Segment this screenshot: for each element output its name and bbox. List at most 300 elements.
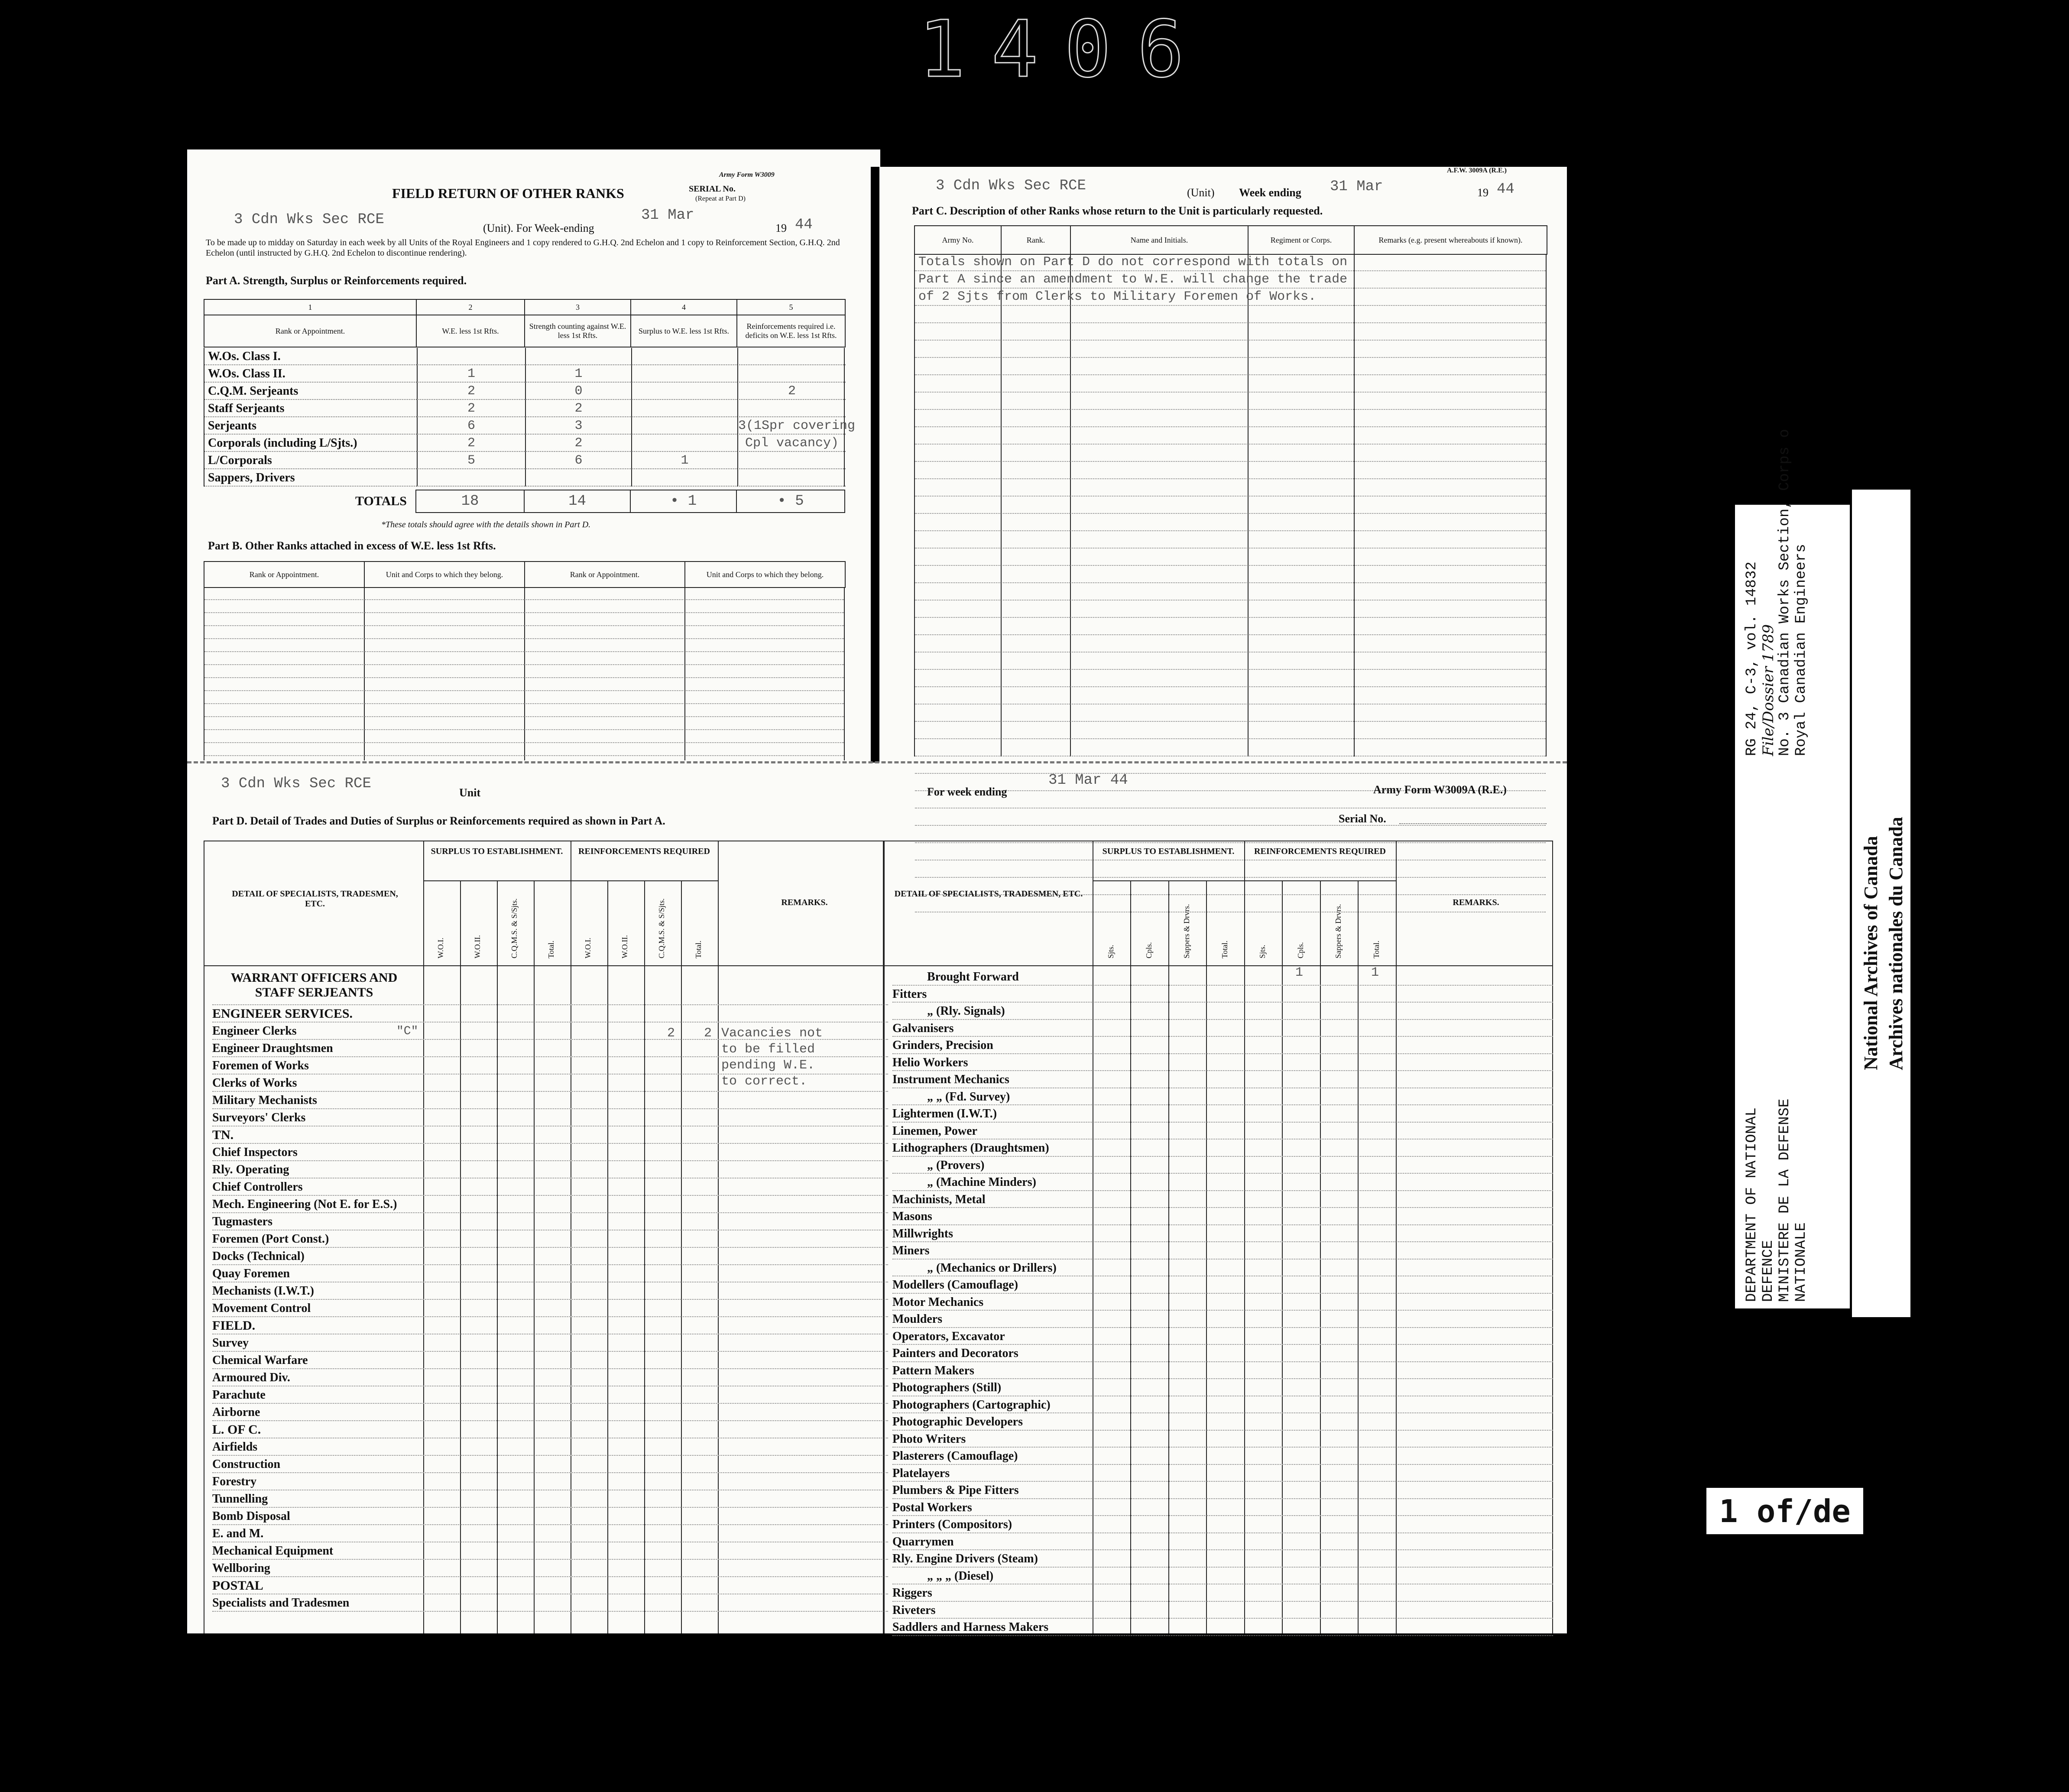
week-ending-typed: 31 Mar bbox=[641, 207, 694, 224]
part-c-typed-line-1: Totals shown on Part D do not correspond with totals on bbox=[918, 255, 1348, 269]
part-a-cell-surplus bbox=[631, 348, 737, 365]
brought-forward-total: 1 bbox=[1371, 965, 1379, 980]
part-a-cell-surplus bbox=[631, 365, 737, 383]
part-d-left-label: L. OF C. bbox=[212, 1422, 261, 1437]
part-d-right-row bbox=[892, 1448, 1553, 1465]
part-b-line bbox=[204, 729, 844, 730]
part-c-line bbox=[915, 496, 1546, 497]
part-d-right-label: „ (Mechanics or Drillers) bbox=[927, 1261, 1057, 1275]
part-a-cell-we: 2 bbox=[417, 400, 525, 417]
part-d-right-row bbox=[892, 1602, 1553, 1619]
serial-no-label: SERIAL No. bbox=[689, 184, 736, 194]
part-d-right-label: „ (Provers) bbox=[927, 1158, 985, 1172]
part-d-right-row bbox=[892, 1499, 1553, 1516]
part-d-left-label: Survey bbox=[212, 1336, 249, 1350]
part-c-week-typed: 31 Mar bbox=[1330, 179, 1383, 195]
left-reinf-header: REINFORCEMENTS REQUIRED bbox=[578, 847, 710, 856]
right-reinf-header: REINFORCEMENTS REQUIRED bbox=[1254, 847, 1386, 856]
part-d-left-row bbox=[212, 1490, 888, 1508]
form-title: FIELD RETURN OF OTHER RANKS bbox=[392, 185, 624, 201]
part-d-right-row bbox=[892, 1550, 1553, 1568]
archive-ref-line-2: File/Dossier 1789 bbox=[1760, 624, 1777, 756]
part-d-left-label: FIELD. bbox=[212, 1318, 256, 1333]
header-we: W.E. less 1st Rfts. bbox=[416, 315, 525, 347]
part-d-right-row bbox=[892, 1584, 1553, 1602]
part-d-right-row bbox=[892, 1379, 1553, 1396]
part-d-left-label: WARRANT OFFICERS AND STAFF SERJEANTS bbox=[230, 971, 398, 1000]
national-archives-card bbox=[1852, 490, 1910, 1317]
brought-forward-cpls: 1 bbox=[1295, 965, 1304, 980]
part-a-cell-surplus bbox=[631, 469, 737, 487]
part-d-left-row bbox=[212, 1560, 888, 1577]
part-b-line bbox=[204, 664, 844, 665]
col-num-1: 1 bbox=[204, 299, 416, 315]
part-d-right-row bbox=[892, 1465, 1553, 1482]
part-a-cell-we: 2 bbox=[417, 435, 525, 452]
year-printed: 19 bbox=[775, 222, 787, 234]
part-a-cell-reinf bbox=[737, 348, 846, 365]
part-b-header-unit-2: Unit and Corps to which they belong. bbox=[685, 562, 845, 588]
part-c-line bbox=[915, 530, 1546, 531]
part-d-left-label: Docks (Technical) bbox=[212, 1250, 305, 1263]
part-c-line bbox=[915, 548, 1546, 549]
serial-no-note: (Repeat at Part D) bbox=[695, 195, 746, 202]
part-d-left-label: Airborne bbox=[212, 1406, 260, 1419]
part-d-right-label: Lithographers (Draughtsmen) bbox=[892, 1141, 1049, 1155]
part-c-line bbox=[915, 374, 1546, 375]
part-a-row bbox=[204, 469, 845, 487]
part-d-left-label: Mechanists (I.W.T.) bbox=[212, 1284, 314, 1298]
part-d-right-label: Masons bbox=[892, 1210, 932, 1223]
left-reinf-total: Total. bbox=[694, 940, 703, 958]
right-remarks-header: REMARKS. bbox=[1453, 898, 1499, 907]
part-d-right-row bbox=[892, 1088, 1553, 1106]
part-d-left-row bbox=[212, 1352, 888, 1369]
part-d-right-label: Saddlers and Harness Makers bbox=[892, 1620, 1049, 1634]
part-d-right-label: „ (Machine Minders) bbox=[927, 1175, 1036, 1189]
part-d-right-label: Miners bbox=[892, 1244, 930, 1257]
rank-label: Serjeants bbox=[204, 417, 417, 435]
unit-typed: 3 Cdn Wks Sec RCE bbox=[234, 211, 384, 228]
part-d-right-row bbox=[892, 1208, 1553, 1225]
part-a-cell-strength: 1 bbox=[525, 365, 631, 383]
part-d-left-label: Quay Foremen bbox=[212, 1267, 290, 1280]
part-d-right-row bbox=[892, 1191, 1553, 1208]
part-d-right-row bbox=[892, 1396, 1553, 1414]
archive-dept-line-3: MINISTERE DE LA DEFENSE bbox=[1777, 1098, 1793, 1302]
part-d-right-label: Helio Workers bbox=[892, 1055, 968, 1069]
part-b-line bbox=[204, 638, 844, 639]
part-b-body bbox=[204, 587, 845, 760]
engineer-clerks-total: 2 bbox=[704, 1026, 712, 1041]
part-d-right-label: Instrument Mechanics bbox=[892, 1073, 1009, 1086]
part-d-unit-typed: 3 Cdn Wks Sec RCE bbox=[221, 776, 371, 792]
part-c-year-printed: 19 bbox=[1477, 186, 1489, 199]
part-a-cell-we bbox=[417, 348, 525, 365]
part-c-form-ref: A.F.W. 3009A (R.E.) bbox=[1447, 167, 1507, 174]
part-d-right-label: Platelayers bbox=[892, 1466, 950, 1480]
part-d-left-row bbox=[212, 1161, 888, 1178]
part-d-left-row bbox=[212, 1265, 888, 1282]
part-d-right-label: Postal Workers bbox=[892, 1500, 972, 1514]
part-d-left-row bbox=[212, 1317, 888, 1334]
left-surplus-cqms: C.Q.M.S. & S/Sjts. bbox=[510, 898, 519, 958]
part-d-right-label: Moulders bbox=[892, 1312, 943, 1326]
right-surplus-header: SURPLUS TO ESTABLISHMENT. bbox=[1102, 847, 1235, 856]
part-d-left-label: ENGINEER SERVICES. bbox=[212, 1006, 353, 1021]
left-remarks-header: REMARKS. bbox=[781, 898, 828, 907]
part-c-body bbox=[914, 254, 1547, 756]
part-c-unit-label: (Unit) bbox=[1187, 186, 1215, 199]
left-reinf-woii: W.O.II. bbox=[620, 935, 629, 958]
col-num-5: 5 bbox=[737, 299, 845, 315]
part-d-right-label: Riggers bbox=[892, 1586, 932, 1600]
part-d-right-row bbox=[892, 1037, 1553, 1054]
part-d-right-label: Photographic Developers bbox=[892, 1415, 1023, 1428]
part-d-right-row bbox=[892, 1311, 1553, 1328]
header-surplus: Surplus to W.E. less 1st Rfts. bbox=[631, 315, 737, 347]
part-a-cell-reinf: 3(1Spr covering bbox=[737, 417, 846, 435]
part-a-cell-reinf: Cpl vacancy) bbox=[737, 435, 846, 452]
part-b-header-unit-1: Unit and Corps to which they belong. bbox=[364, 562, 525, 588]
part-b-line bbox=[204, 703, 844, 704]
part-d-right-row bbox=[892, 1071, 1553, 1088]
right-surplus-total: Total. bbox=[1220, 940, 1229, 958]
sheet-tear-gap bbox=[871, 167, 879, 763]
part-d-left-label: Bomb Disposal bbox=[212, 1510, 290, 1523]
part-c-line bbox=[915, 426, 1546, 427]
total-reinforcements: • 5 bbox=[736, 490, 845, 513]
part-d-right-label: Lightermen (I.W.T.) bbox=[892, 1107, 997, 1120]
part-d-right-row bbox=[892, 1105, 1553, 1123]
page-marker: 1 of/de bbox=[1719, 1493, 1851, 1529]
part-d-left-header bbox=[204, 841, 884, 966]
col-num-2: 2 bbox=[416, 299, 525, 315]
part-d-right-label: „ „ (Fd. Survey) bbox=[927, 1090, 1010, 1104]
part-d-left-row bbox=[212, 1508, 888, 1525]
part-b-line bbox=[204, 612, 844, 613]
left-surplus-woi: W.O.I. bbox=[436, 938, 445, 958]
part-c-line bbox=[915, 634, 1546, 635]
part-d-left-row bbox=[212, 1300, 888, 1317]
part-c-line bbox=[915, 288, 1546, 289]
part-d-right-label: Photographers (Still) bbox=[892, 1381, 1002, 1394]
part-d-right-row bbox=[892, 968, 1553, 986]
part-d-left-label: Parachute bbox=[212, 1388, 266, 1402]
left-surplus-header: SURPLUS TO ESTABLISHMENT. bbox=[431, 847, 563, 856]
part-a-row bbox=[204, 400, 845, 417]
part-c-table bbox=[914, 225, 1547, 255]
rank-label: Staff Serjeants bbox=[204, 400, 417, 417]
part-c-line bbox=[915, 565, 1546, 566]
right-surplus-sappers: Sappers & Drvrs. bbox=[1182, 904, 1191, 958]
rank-label: Sappers, Drivers bbox=[204, 469, 417, 487]
part-d-left-label: Chief Inspectors bbox=[212, 1146, 298, 1159]
part-d-serial-label: Serial No. bbox=[1339, 812, 1386, 825]
part-d-right-row bbox=[892, 1054, 1553, 1071]
right-detail-header: DETAIL OF SPECIALISTS, TRADESMEN, ETC. bbox=[894, 889, 1083, 899]
right-reinf-total: Total. bbox=[1372, 940, 1381, 958]
part-a-cell-reinf bbox=[737, 452, 846, 469]
part-c-line bbox=[915, 322, 1546, 323]
part-d-right-label: Plumbers & Pipe Fitters bbox=[892, 1484, 1019, 1497]
part-d-left-row bbox=[212, 1542, 888, 1560]
part-d-left-label: E. and M. bbox=[212, 1527, 264, 1540]
part-d-left-rows bbox=[212, 971, 671, 1612]
part-d-right-row bbox=[892, 1619, 1553, 1636]
part-d-left-row bbox=[212, 1178, 888, 1196]
total-we: 18 bbox=[416, 490, 524, 513]
part-d-left-label: Chief Controllers bbox=[212, 1180, 303, 1194]
totals-note: *These totals should agree with the details shown in Part D. bbox=[381, 520, 591, 529]
part-d-left-row bbox=[212, 1282, 888, 1300]
part-a-cell-we: 5 bbox=[417, 452, 525, 469]
rank-label: W.Os. Class I. bbox=[204, 348, 417, 365]
part-d-right-row bbox=[892, 1157, 1553, 1174]
part-d-right-rows bbox=[892, 968, 1096, 1636]
part-a-row bbox=[204, 383, 845, 400]
instructions-text: To be made up to midday on Saturday in each week by all Units of the Royal Engineers and 1 copy rendered to G.H.Q. 2nd Echelon and 1 copy to Reinforcement Section, G.H.Q. 2nd Echelon (until instructed by G.H.Q. 2nd Echelon to discontinue rendering). bbox=[206, 238, 840, 258]
part-d-left-label: POSTAL bbox=[212, 1578, 263, 1593]
archive-ref-line-1: RG 24, C-3, vol. 14832 bbox=[1744, 562, 1760, 756]
part-d-left-label: Foremen (Port Const.) bbox=[212, 1232, 329, 1246]
part-c-line bbox=[915, 305, 1546, 306]
part-d-title: Part D. Detail of Trades and Duties of Surplus or Reinforcements required as shown in Part A. bbox=[212, 815, 665, 827]
part-d-right-label: „ (Rly. Signals) bbox=[927, 1004, 1005, 1018]
part-a-totals bbox=[204, 490, 845, 513]
total-strength: 14 bbox=[524, 490, 630, 513]
archive-ref-lines bbox=[1744, 429, 1810, 756]
part-d-left-label: Construction bbox=[212, 1458, 281, 1471]
part-c-line bbox=[915, 669, 1546, 670]
part-d-right-row bbox=[892, 1260, 1553, 1277]
part-d-right-label: Rly. Engine Drivers (Steam) bbox=[892, 1552, 1038, 1565]
part-d-left-row bbox=[212, 1213, 888, 1230]
page-marker-card bbox=[1705, 1486, 1865, 1536]
part-a-cell-surplus: 1 bbox=[631, 452, 737, 469]
part-d-left-row bbox=[212, 1525, 888, 1542]
part-d-left-label: TN. bbox=[212, 1128, 234, 1142]
part-b-line bbox=[204, 599, 844, 600]
part-d-right-row bbox=[892, 1516, 1553, 1533]
archive-dept-lines bbox=[1744, 1099, 1810, 1302]
left-reinf-cqms: C.Q.M.S. & S/Sjts. bbox=[657, 898, 666, 958]
part-d-left-row bbox=[212, 1404, 888, 1421]
part-c-typed-line-3: of 2 Sjts from Clerks to Military Foremen of Works. bbox=[918, 289, 1317, 304]
col-num-4: 4 bbox=[631, 299, 737, 315]
part-c-line bbox=[915, 600, 1546, 601]
part-d-left-row bbox=[212, 1473, 888, 1490]
part-d-left-label: Mechanical Equipment bbox=[212, 1544, 334, 1558]
part-a-table bbox=[204, 299, 846, 347]
part-c-title: Part C. Description of other Ranks whose return to the Unit is particularly requested. bbox=[912, 205, 1323, 217]
army-form-label: Army Form W3009 bbox=[719, 171, 775, 179]
part-d-left-row bbox=[212, 1196, 888, 1213]
part-c-line bbox=[915, 340, 1546, 341]
part-a-cell-reinf: 2 bbox=[737, 383, 846, 400]
part-c-line bbox=[915, 773, 1546, 774]
remarks-typed-3: pending W.E. bbox=[721, 1058, 815, 1073]
part-a-rows bbox=[204, 348, 856, 487]
total-surplus: • 1 bbox=[630, 490, 736, 513]
part-b-line bbox=[204, 690, 844, 691]
part-a-cell-surplus bbox=[631, 383, 737, 400]
part-d-right-row bbox=[892, 1139, 1553, 1157]
part-d-right-label: Linemen, Power bbox=[892, 1124, 977, 1138]
part-c-line bbox=[915, 392, 1546, 393]
part-d-left-label: Rly. Operating bbox=[212, 1163, 289, 1176]
part-c-line bbox=[915, 409, 1546, 410]
part-d-left-label: Airfields bbox=[212, 1440, 258, 1454]
part-a-cell-strength: 2 bbox=[525, 435, 631, 452]
part-a-cell-surplus bbox=[631, 435, 737, 452]
part-d-right-row bbox=[892, 1225, 1553, 1243]
part-c-line bbox=[915, 478, 1546, 479]
part-d-right-row bbox=[892, 986, 1553, 1003]
archive-ref-line-3: No. 3 Canadian Works Section, Corps o bbox=[1777, 429, 1793, 756]
unit-week-label: (Unit). For Week-ending bbox=[483, 222, 594, 234]
left-surplus-woii: W.O.II. bbox=[473, 935, 482, 958]
part-d-left-label: Armoured Div. bbox=[212, 1371, 290, 1384]
part-a-cell-strength: 0 bbox=[525, 383, 631, 400]
right-reinf-sjts: Sjts. bbox=[1258, 945, 1267, 958]
part-b-title: Part B. Other Ranks attached in excess of W.E. less 1st Rfts. bbox=[208, 539, 496, 552]
remarks-typed-1: Vacancies not bbox=[721, 1026, 823, 1041]
part-c-line bbox=[915, 617, 1546, 618]
part-d-left-row bbox=[212, 1421, 888, 1438]
part-c-header-army-no: Army No. bbox=[915, 226, 1001, 254]
part-d-right-label: Machinists, Metal bbox=[892, 1192, 986, 1206]
part-a-row bbox=[204, 452, 845, 469]
part-d-right-label: Pattern Makers bbox=[892, 1363, 974, 1377]
part-d-left-label: Forestry bbox=[212, 1475, 257, 1488]
part-d-left-row bbox=[212, 1230, 888, 1248]
part-a-cell-we bbox=[417, 469, 525, 487]
part-c-line bbox=[915, 270, 1546, 271]
part-c-line bbox=[915, 721, 1546, 722]
part-a-cell-surplus bbox=[631, 417, 737, 435]
part-d-right-label: Motor Mechanics bbox=[892, 1295, 984, 1309]
part-d-right-row bbox=[892, 1174, 1553, 1191]
part-a-cell-strength: 2 bbox=[525, 400, 631, 417]
archive-dept-line-4: NATIONALE bbox=[1793, 1222, 1810, 1302]
part-d-left-label: Wellboring bbox=[212, 1562, 270, 1575]
part-d-right-header bbox=[884, 841, 1553, 966]
part-d-left-row bbox=[212, 1594, 888, 1612]
part-d-left-row bbox=[212, 1456, 888, 1473]
part-d-right-row bbox=[892, 1568, 1553, 1585]
rank-label: W.Os. Class II. bbox=[204, 365, 417, 383]
part-d-left-row bbox=[212, 1109, 888, 1126]
right-reinf-sappers: Sappers & Drvrs. bbox=[1334, 904, 1343, 958]
part-d-right-row bbox=[892, 1413, 1553, 1431]
part-a-cell-reinf bbox=[737, 400, 846, 417]
engineer-clerks-cqms: 2 bbox=[667, 1026, 675, 1041]
part-c-line bbox=[915, 513, 1546, 514]
part-d-left-row bbox=[212, 1577, 888, 1594]
part-d-left-row bbox=[212, 1144, 888, 1161]
part-d-left-row bbox=[212, 1369, 888, 1386]
part-d-left-row bbox=[212, 1126, 888, 1144]
part-a-cell-we: 2 bbox=[417, 383, 525, 400]
part-d-right-row bbox=[892, 1242, 1553, 1260]
part-d-left-label: Movement Control bbox=[212, 1302, 311, 1315]
archive-dept-line-1: DEPARTMENT OF NATIONAL bbox=[1744, 1107, 1760, 1302]
year-typed: 44 bbox=[795, 217, 813, 233]
part-c-line bbox=[915, 738, 1546, 739]
part-c-header-rank: Rank. bbox=[1001, 226, 1070, 254]
part-d-right-label: Painters and Decorators bbox=[892, 1347, 1018, 1360]
part-d-right-label: Plasterers (Camouflage) bbox=[892, 1449, 1018, 1463]
part-d-right-row bbox=[892, 1362, 1553, 1380]
part-d-left-label: Tunnelling bbox=[212, 1492, 268, 1506]
header-rank: Rank or Appointment. bbox=[204, 315, 416, 347]
part-d-right-label: Modellers (Camouflage) bbox=[892, 1278, 1018, 1292]
left-detail-header: DETAIL OF SPECIALISTS, TRADESMEN, ETC. bbox=[232, 889, 398, 909]
part-d-left-label: Mech. Engineering (Not E. for E.S.) bbox=[212, 1198, 397, 1211]
part-d-right-row bbox=[892, 1123, 1553, 1140]
part-c-header-remarks: Remarks (e.g. present whereabouts if known). bbox=[1354, 226, 1547, 254]
part-d-right-row bbox=[892, 1533, 1553, 1551]
rank-label: Corporals (including L/Sjts.) bbox=[204, 435, 417, 452]
part-b-line bbox=[204, 625, 844, 626]
part-d-left-row bbox=[212, 1386, 888, 1404]
part-c-typed-line-2: Part A since an amendment to W.E. will change the trade bbox=[918, 272, 1348, 287]
part-d-left-label: Foremen of Works bbox=[212, 1059, 309, 1072]
part-d-right-label: Grinders, Precision bbox=[892, 1039, 993, 1052]
frame-number: 1406 bbox=[918, 4, 1210, 95]
part-d-left-row bbox=[212, 1438, 888, 1456]
part-a-cell-strength bbox=[525, 469, 631, 487]
part-a-cell-we: 1 bbox=[417, 365, 525, 383]
part-d-right-label: Printers (Compositors) bbox=[892, 1518, 1012, 1531]
part-d-right-label: Operators, Excavator bbox=[892, 1329, 1005, 1343]
left-surplus-total: Total. bbox=[547, 940, 555, 958]
right-surplus-cpls: Cpls. bbox=[1145, 942, 1153, 958]
part-c-line bbox=[915, 461, 1546, 462]
part-b-line bbox=[204, 755, 844, 756]
part-d-right-row bbox=[892, 1276, 1553, 1294]
part-d-army-form: Army Form W3009A (R.E.) bbox=[1373, 783, 1507, 796]
part-d-right-label: Fitters bbox=[892, 987, 927, 1001]
part-d-left-label: Engineer Draughtsmen bbox=[212, 1042, 333, 1055]
rank-label: L/Corporals bbox=[204, 452, 417, 469]
header-strength: Strength counting against W.E. less 1st Rfts. bbox=[525, 315, 631, 347]
part-c-line bbox=[915, 686, 1546, 687]
header-reinforcements: Reinforcements required i.e. deficits on W.E. less 1st Rfts. bbox=[737, 315, 845, 347]
left-reinf-woi: W.O.I. bbox=[584, 938, 592, 958]
part-d-right-row bbox=[892, 1003, 1553, 1020]
perforation-line bbox=[187, 761, 1567, 763]
part-d-left-label: Specialists and Tradesmen bbox=[212, 1596, 350, 1610]
part-d-right-label: Brought Forward bbox=[927, 970, 1019, 984]
part-c-line bbox=[915, 825, 1546, 826]
part-b-line bbox=[204, 716, 844, 717]
part-a-row bbox=[204, 417, 856, 435]
part-a-row bbox=[204, 435, 845, 452]
part-d-left-label: Surveyors' Clerks bbox=[212, 1111, 306, 1124]
part-d-right-label: Millwrights bbox=[892, 1227, 953, 1240]
part-a-cell-we: 6 bbox=[417, 417, 525, 435]
col-num-3: 3 bbox=[525, 299, 631, 315]
part-d-week-label: For week ending bbox=[927, 786, 1007, 798]
part-c-header-name: Name and Initials. bbox=[1070, 226, 1248, 254]
part-a-cell-strength bbox=[525, 348, 631, 365]
part-a-cell-surplus bbox=[631, 400, 737, 417]
part-d-right-label: „ „ „ (Diesel) bbox=[927, 1569, 994, 1583]
part-d-left-label: Military Mechanists bbox=[212, 1094, 317, 1107]
part-d-right-row bbox=[892, 1431, 1553, 1448]
